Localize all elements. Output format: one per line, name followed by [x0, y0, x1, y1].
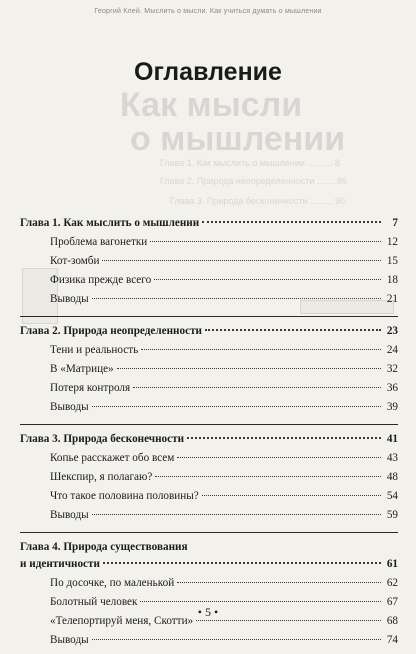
chapter-title: и идентичности	[20, 558, 100, 570]
dot-leader	[177, 457, 381, 458]
toc-section-row[interactable]	[20, 382, 398, 401]
section-title: Выводы	[50, 401, 89, 413]
section-title: Потеря контроля	[50, 382, 131, 394]
page-folio: • 5 •	[197, 605, 219, 619]
section-title: Болотный человек	[50, 596, 138, 608]
show-through-text: Как мысли	[120, 86, 303, 124]
dot-leader	[154, 279, 381, 280]
dot-leader	[103, 562, 381, 564]
dot-leader	[205, 329, 381, 331]
dot-leader	[92, 514, 381, 515]
page-number: 62	[386, 577, 398, 589]
dot-leader	[202, 495, 381, 496]
page-number: 23	[386, 325, 398, 337]
page-number: 39	[386, 401, 398, 413]
dot-leader	[155, 476, 381, 477]
toc-chapter-row[interactable]	[20, 325, 398, 344]
section-title: Выводы	[50, 509, 89, 521]
section-title: Выводы	[50, 634, 89, 646]
chapter-divider	[20, 532, 398, 533]
page-number: 48	[386, 471, 398, 483]
toc-chapter-row[interactable]	[20, 558, 398, 577]
section-title: Физика прежде всего	[50, 274, 152, 286]
page-number: 54	[386, 490, 398, 502]
page-number: 67	[386, 596, 398, 608]
toc-section-row[interactable]	[20, 452, 398, 471]
page-number: 18	[386, 274, 398, 286]
show-through-text: Глава 1. Как мыслить о мышлении .......... 8	[160, 158, 340, 168]
toc-section-row[interactable]	[20, 471, 398, 490]
toc-section-row[interactable]	[20, 401, 398, 420]
dot-leader	[141, 349, 381, 350]
dot-leader	[177, 582, 381, 583]
chapter-title: Глава 3. Природа бесконечности	[20, 433, 185, 445]
show-through-text: Глава 3. Природа бесконечности ......... 90	[170, 196, 345, 206]
section-title: По досочке, по маленькой	[50, 577, 175, 589]
section-title: В «Матрице»	[50, 363, 114, 375]
chapter-title-line: Глава 4. Природа существования	[20, 541, 188, 553]
page-number: 21	[386, 293, 398, 305]
page-number: 24	[386, 344, 398, 356]
page-number: 7	[392, 217, 398, 229]
dot-leader	[196, 620, 381, 621]
dot-leader	[133, 387, 381, 388]
page-number: 32	[386, 363, 398, 375]
section-title: Кот-зомби	[50, 255, 100, 267]
toc-section-row[interactable]	[20, 509, 398, 528]
toc-chapter-row[interactable]	[20, 217, 398, 236]
toc-section-row[interactable]	[20, 255, 398, 274]
toc-section-row[interactable]	[20, 293, 398, 312]
chapter-title: Глава 1. Как мыслить о мышлении	[20, 217, 200, 229]
page-number: 15	[386, 255, 398, 267]
section-title: Копье расскажет обо всем	[50, 452, 175, 464]
dot-leader	[150, 241, 381, 242]
dot-leader	[202, 221, 381, 223]
chapter-divider	[20, 316, 398, 317]
section-title: Выводы	[50, 293, 89, 305]
toc-section-row[interactable]	[20, 363, 398, 382]
dot-leader	[92, 406, 381, 407]
show-through-text: о мышлении	[130, 120, 346, 158]
table-of-contents	[20, 217, 398, 653]
running-head: Георгий Клей. Мыслить о мысли. Как учиться думать о мышлении	[94, 8, 322, 15]
toc-section-row[interactable]	[20, 344, 398, 363]
toc-chapter-row[interactable]	[20, 433, 398, 452]
toc-section-row[interactable]	[20, 577, 398, 596]
dot-leader	[117, 368, 381, 369]
page-number: 43	[386, 452, 398, 464]
section-title: Проблема вагонетки	[50, 236, 148, 248]
toc-section-row[interactable]	[20, 236, 398, 255]
chapter-divider	[20, 424, 398, 425]
section-title: Тени и реальность	[50, 344, 139, 356]
chapter-title: Глава 2. Природа неопределенности	[20, 325, 203, 337]
show-through-text: Глава 2. Природа неопределенности ....... 86	[160, 176, 347, 186]
page-number: 12	[386, 236, 398, 248]
page-number: 41	[386, 433, 398, 445]
page-number: 61	[386, 558, 398, 570]
section-title: Что такое половина половины?	[50, 490, 199, 502]
toc-section-row[interactable]	[20, 490, 398, 509]
dot-leader	[92, 639, 381, 640]
section-title: «Телепортируй меня, Скотти»	[50, 615, 194, 627]
page-number: 68	[386, 615, 398, 627]
toc-section-row[interactable]	[20, 634, 398, 653]
dot-leader	[140, 601, 381, 602]
toc-section-row[interactable]	[20, 274, 398, 293]
page-number: 74	[386, 634, 398, 646]
page-number: 36	[386, 382, 398, 394]
page-number: 59	[386, 509, 398, 521]
dot-leader	[102, 260, 381, 261]
page-title: Оглавление	[134, 58, 282, 86]
dot-leader	[187, 437, 381, 439]
dot-leader	[92, 298, 381, 299]
section-title: Шекспир, я полагаю?	[50, 471, 153, 483]
